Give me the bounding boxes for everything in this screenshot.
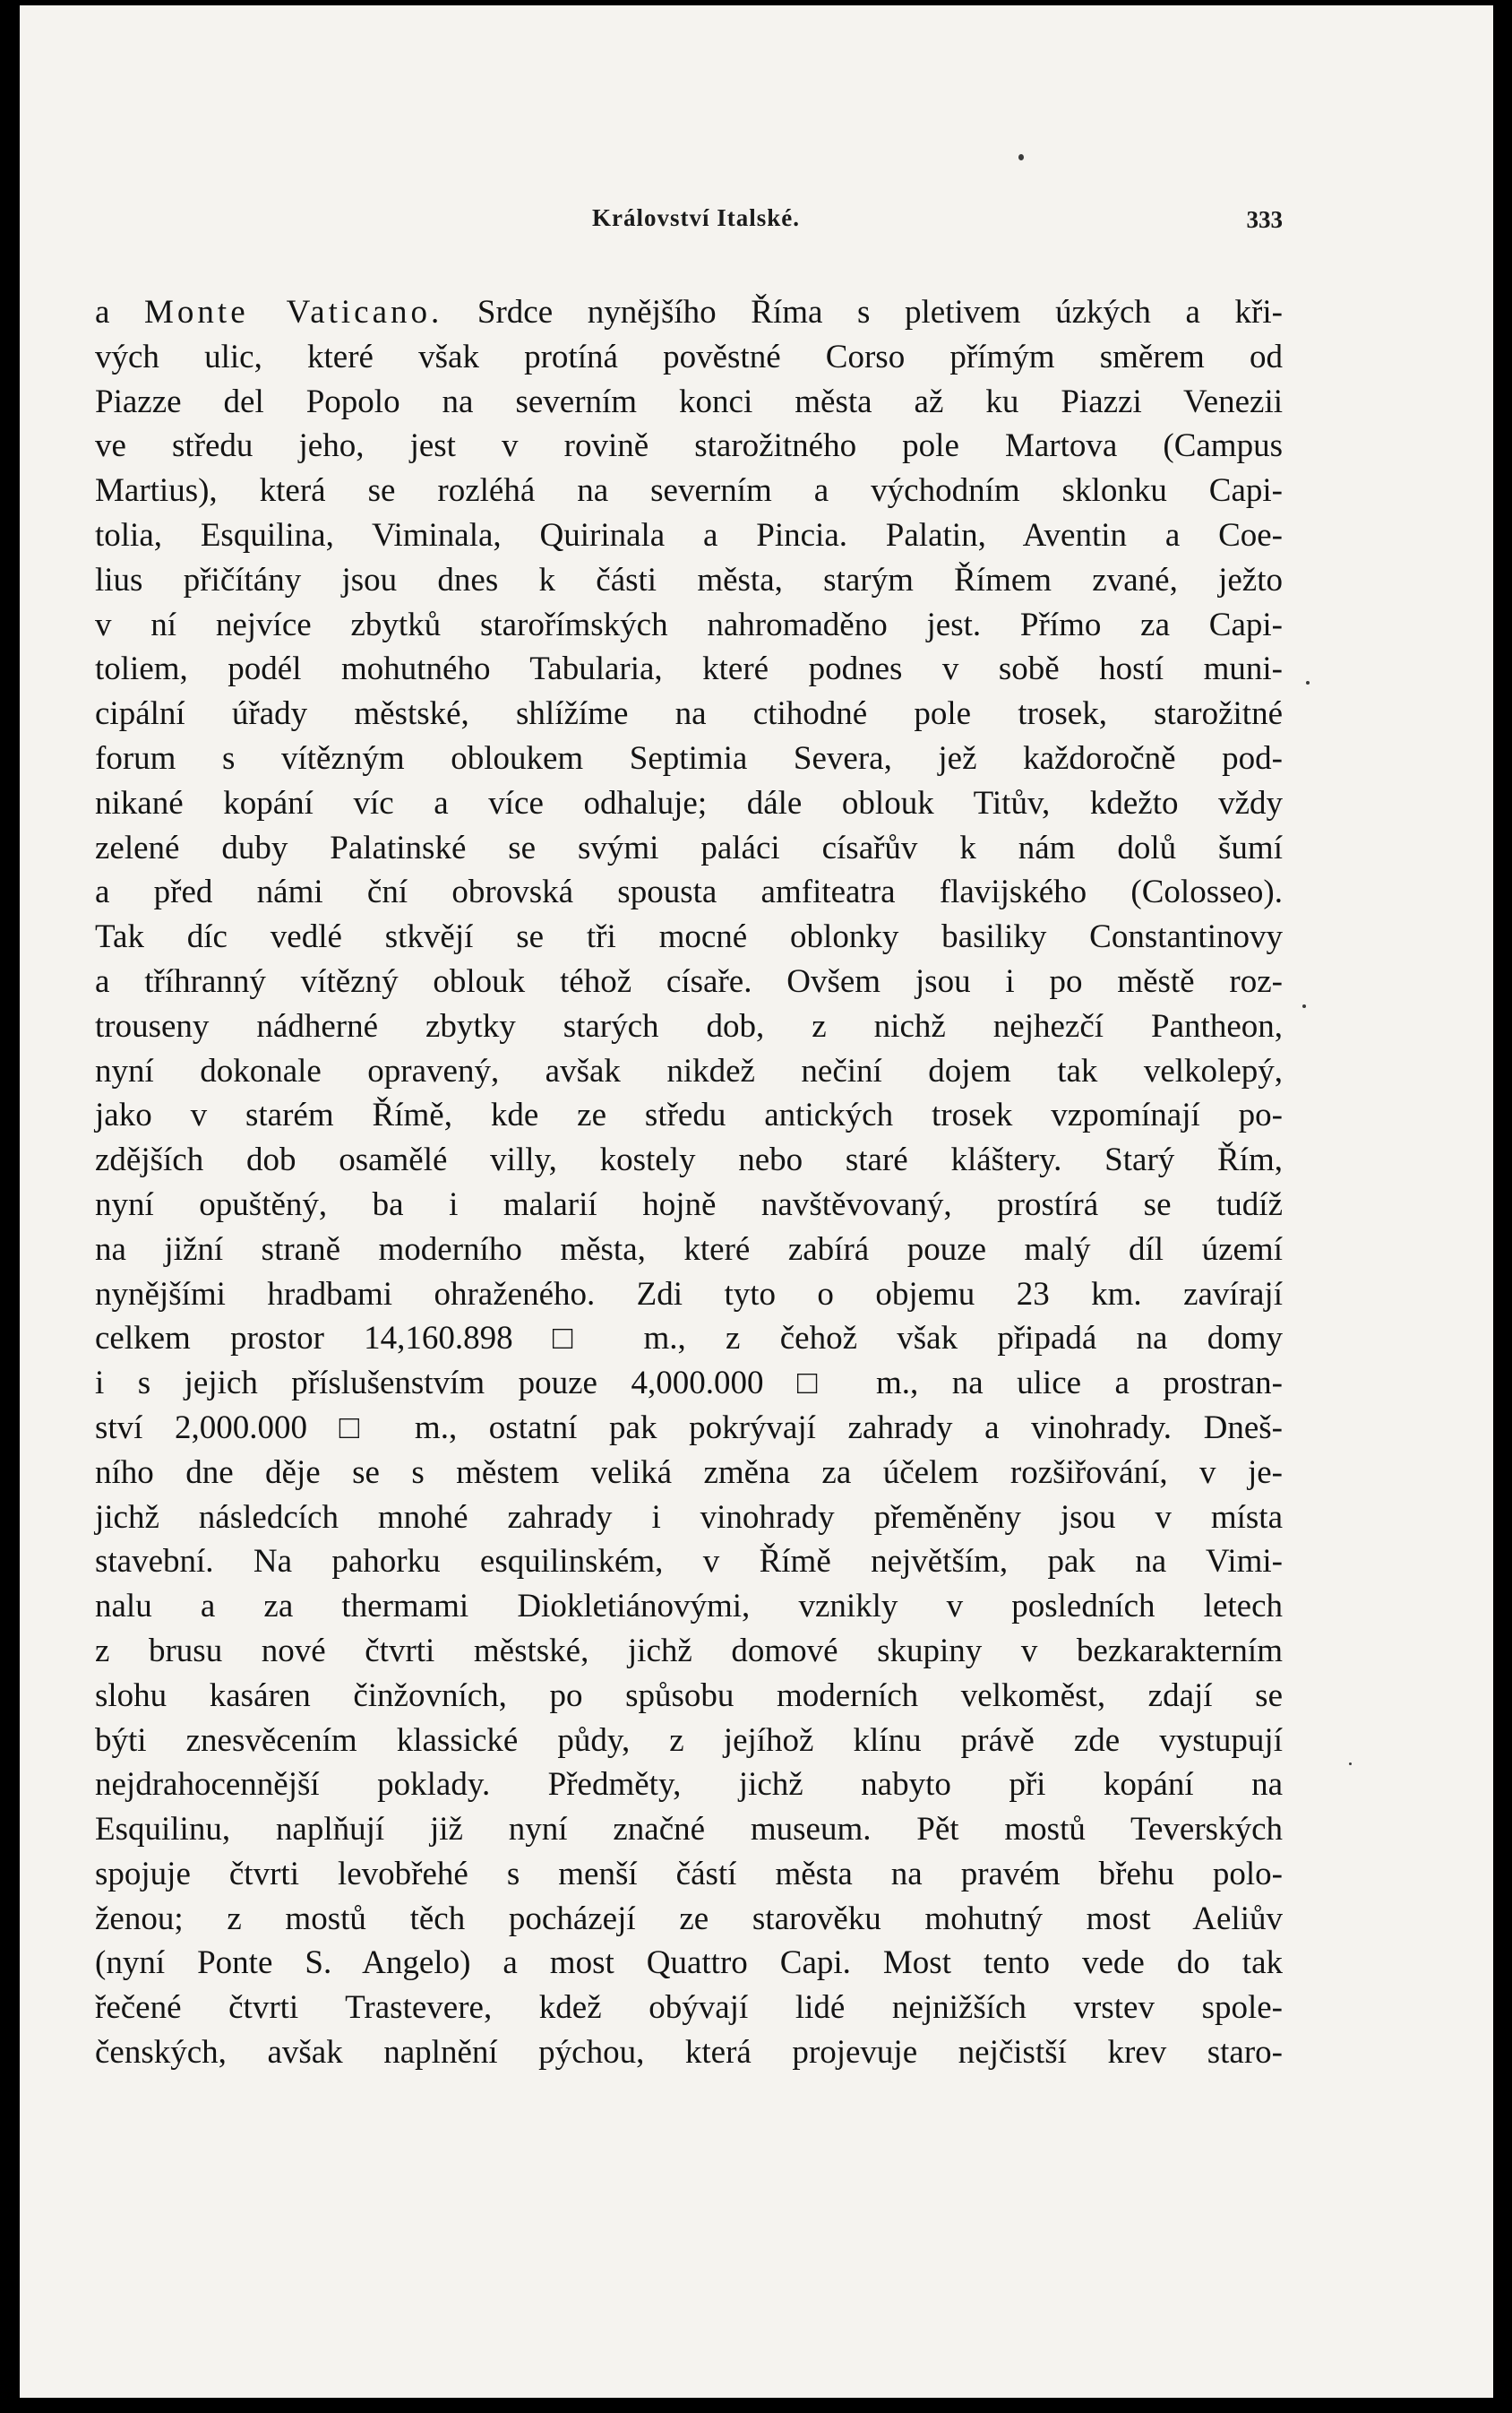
text-line: nalu a za thermami Diokletiánovými, vznikly v posledních letech [95,1588,1283,1625]
text-line: stavební. Na pahorku esquilinském, v Římě největším, pak na Vimi- [95,1543,1283,1581]
text-line: Tak díc vedlé stkvějí se tři mocné oblonky basiliky Constantinovy [95,918,1283,956]
text-line: čenských, avšak naplnění pýchou, která projevuje nejčistší krev staro- [95,2034,1283,2072]
text-line: na jižní straně moderního města, které zabírá pouze malý díl území [95,1230,1283,1268]
text-line: trouseny nádherné zbytky starých dob, z nichž nejhezčí Pantheon, [95,1007,1283,1045]
ink-speck [1306,681,1310,685]
text-line: a tříhranný vítězný oblouk téhož císaře. Ovšem jsou i po městě roz- [95,962,1283,1000]
text-line: vých ulic, které však protíná pověstné Corso přímým směrem od [95,338,1283,375]
text-line: cipální úřady městské, shlížíme na ctihodné pole trosek, starožitné [95,695,1283,733]
text-line: lius přičítány jsou dnes k části města, starým Římem zvané, ježto [95,561,1283,599]
text-line: slohu kasáren činžovních, po spůsobu moderních velkoměst, zdají se [95,1676,1283,1714]
text-line: býti znesvěcením klassické půdy, z jejíhož klínu právě zde vystupují [95,1721,1283,1759]
text-line: spojuje čtvrti levobřehé s menší částí města na pravém břehu polo- [95,1855,1283,1892]
text-line: Esquilinu, naplňují již nyní značné museum. Pět mostů Teverských [95,1811,1283,1849]
text-line: jichž následcích mnohé zahrady i vinohrady přeměněny jsou v místa [95,1498,1283,1536]
text-line: z brusu nové čtvrti městské, jichž domové skupiny v bezkarakterním [95,1632,1283,1669]
ink-speck [1018,154,1024,160]
text-line: a před námi ční obrovská spousta amfiteatra flavijského (Colosseo). [95,874,1283,911]
running-head [109,204,1283,240]
text-line: ženou; z mostů těch pocházejí ze starověku mohutný most Aeliův [95,1900,1283,1937]
text-line: ství 2,000.000 □ m., ostatní pak pokrývají zahrady a vinohrady. Dneš- [95,1409,1283,1446]
text-line: toliem, podél mohutného Tabularia, které podnes v sobě hostí muni- [95,651,1283,688]
text-line [95,290,1283,335]
text-line: tolia, Esquilina, Viminala, Quirinala a Pincia. Palatin, Aventin a Coe- [95,516,1283,554]
text-line: řečené čtvrti Trastevere, kdež obývají lidé nejnižších vrstev spole- [95,1989,1283,2027]
text-segment: Srdce nynějšího Říma s pletivem úzkých a kři- [442,294,1283,331]
text-line: ve středu jeho, jest v rovině starožitného pole Martova (Campus [95,427,1283,465]
page-number: 333 [1246,206,1283,233]
text-line: nyní dokonale opravený, avšak nikdež nečiní dojem tak velkolepý, [95,1052,1283,1090]
text-line: Martius), která se rozléhá na severním a východním sklonku Capi- [95,472,1283,510]
body-text [95,290,1283,2075]
text-line: nikané kopání víc a více odhaluje; dále oblouk Titův, kdežto vždy [95,784,1283,822]
text-line: nynějšími hradbami ohraženého. Zdi tyto o objemu 23 km. zavírají [95,1275,1283,1313]
running-title: Království Italské. [592,204,800,231]
text-line: forum s vítězným obloukem Septimia Severa, jež každoročně pod- [95,739,1283,777]
text-line: v ní nejvíce zbytků starořímských nahromaděno jest. Přímo za Capi- [95,606,1283,643]
text-line: jako v starém Římě, kde ze středu antických trosek vzpomínají po- [95,1097,1283,1134]
text-line: zdějších dob osamělé villy, kostely nebo staré kláštery. Starý Řím, [95,1142,1283,1179]
text-line: i s jejich příslušenstvím pouze 4,000.000 □ m., na ulice a prostran- [95,1365,1283,1402]
ink-speck [1302,1004,1306,1008]
text-line: celkem prostor 14,160.898 □ m., z čehož však připadá na domy [95,1320,1283,1357]
text-line: Piazze del Popolo na severním konci města až ku Piazzi Venezii [95,383,1283,420]
book-page [20,5,1493,2398]
text-line: nejdrahocennější poklady. Předměty, jichž nabyto při kopání na [95,1766,1283,1804]
text-line: zelené duby Palatinské se svými paláci císařův k nám dolů šumí [95,829,1283,866]
emphasized-place-name: Monte Vaticano. [144,294,443,331]
text-line: ního dne děje se s městem veliká změna za účelem rozšiřování, v je- [95,1453,1283,1491]
text-segment: a [95,294,145,331]
text-line: nyní opuštěný, ba i malarií hojně navštěvovaný, prostírá se tudíž [95,1185,1283,1223]
text-line: (nyní Ponte S. Angelo) a most Quattro Capi. Most tento vede do tak [95,1944,1283,1982]
ink-speck [1349,1762,1352,1765]
